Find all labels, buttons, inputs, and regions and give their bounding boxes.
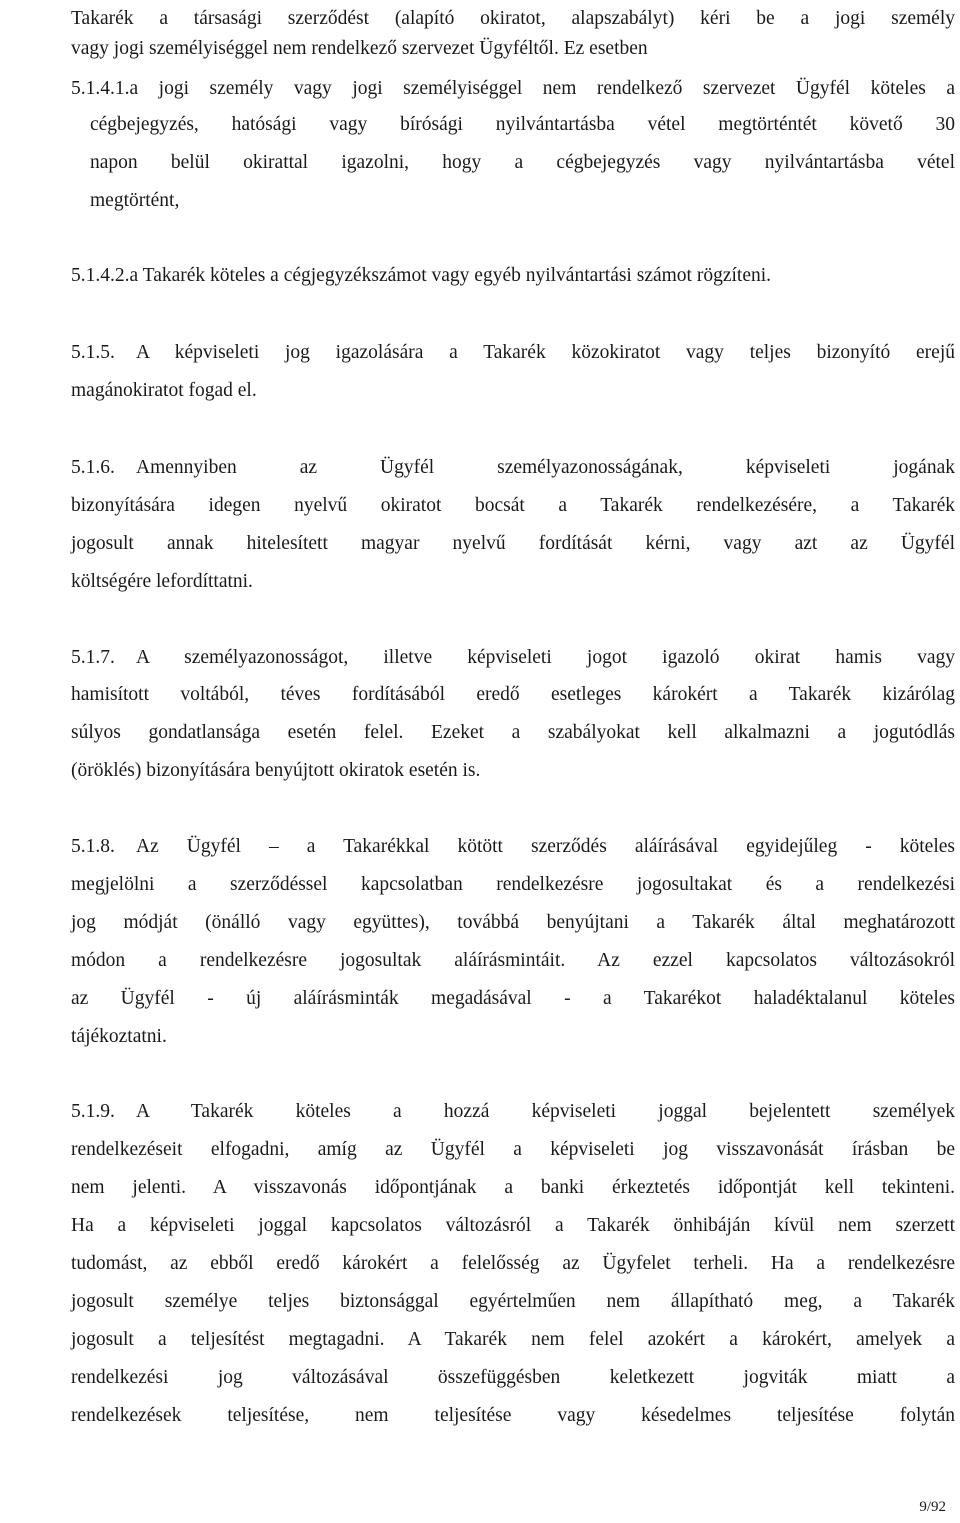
section-5-1-9-line-6: jogosult személye teljes biztonsággal egyértelműen nem állapítható meg, a Takarék bbox=[71, 1291, 955, 1312]
section-5-1-6-line-4: költségére lefordíttatni. bbox=[71, 571, 253, 592]
section-5-1-4-2-line-1: 5.1.4.2.a Takarék köteles a cégjegyzékszámot vagy egyéb nyilvántartási számot rögzíteni. bbox=[71, 265, 772, 286]
section-5-1-4-1-line-4: megtörtént, bbox=[90, 190, 180, 211]
section-5-1-8-number: 5.1.8. bbox=[71, 836, 115, 857]
section-5-1-9-line-3: nem jelenti. A visszavonás időpontjának a banki érkeztetés időpontját kell tekinteni. bbox=[71, 1177, 955, 1198]
section-5-1-9-line-9: rendelkezések teljesítése, nem teljesítése vagy késedelmes teljesítése folytán bbox=[71, 1405, 955, 1426]
section-5-1-7-line-2: hamisított voltából, téves fordításából eredő esetleges károkért a Takarék kizárólag bbox=[71, 684, 955, 705]
section-5-1-8-line-2: megjelölni a szerződéssel kapcsolatban rendelkezésre jogosultakat és a rendelkezési bbox=[71, 874, 955, 895]
intro-line-2: vagy jogi személyiséggel nem rendelkező szervezet Ügyféltől. Ez esetben bbox=[71, 38, 648, 59]
section-5-1-6-line-3: jogosult annak hitelesített magyar nyelvű fordítását kérni, vagy azt az Ügyfél bbox=[71, 533, 955, 554]
section-5-1-9-line-1: A Takarék köteles a hozzá képviseleti joggal bejelentett személyek bbox=[136, 1101, 955, 1122]
section-5-1-8-line-1: Az Ügyfél – a Takarékkal kötött szerződés aláírásával egyidejűleg - köteles bbox=[136, 836, 955, 857]
section-5-1-5-line-1: A képviseleti jog igazolására a Takarék közokiratot vagy teljes bizonyító erejű bbox=[136, 342, 955, 363]
section-5-1-8-line-6: tájékoztatni. bbox=[71, 1026, 167, 1047]
section-5-1-7-line-1: A személyazonosságot, illetve képviseleti jogot igazoló okirat hamis vagy bbox=[136, 647, 955, 668]
section-5-1-8-line-3: jog módját (önálló vagy együttes), továbbá benyújtani a Takarék által meghatározott bbox=[71, 912, 955, 933]
section-5-1-9-line-4: Ha a képviseleti joggal kapcsolatos változásról a Takarék önhibáján kívül nem szerzett bbox=[71, 1215, 955, 1236]
section-5-1-7-line-3: súlyos gondatlansága esetén felel. Ezeket a szabályokat kell alkalmazni a jogutódlás bbox=[71, 722, 955, 743]
section-5-1-4-1-line-1: 5.1.4.1.a jogi személy vagy jogi személyiséggel nem rendelkező szervezet Ügyfél köteles a bbox=[71, 78, 955, 99]
section-5-1-5-number: 5.1.5. bbox=[71, 342, 115, 363]
section-5-1-9-line-8: rendelkezési jog változásával összefüggésben keletkezett jogviták miatt a bbox=[71, 1367, 955, 1388]
section-5-1-5-line-2: magánokiratot fogad el. bbox=[71, 380, 257, 401]
intro-line-1: Takarék a társasági szerződést (alapító okiratot, alapszabályt) kéri be a jogi személy bbox=[71, 8, 955, 29]
section-5-1-7-line-4: (öröklés) bizonyítására benyújtott okiratok esetén is. bbox=[71, 760, 481, 781]
section-5-1-9-line-5: tudomást, az ebből eredő károkért a felelősség az Ügyfelet terheli. Ha a rendelkezésre bbox=[71, 1253, 955, 1274]
section-5-1-4-1-line-3: napon belül okirattal igazolni, hogy a cégbejegyzés vagy nyilvántartásba vétel bbox=[90, 152, 955, 173]
section-5-1-9-line-7: jogosult a teljesítést megtagadni. A Takarék nem felel azokért a károkért, amelyek a bbox=[71, 1329, 955, 1350]
section-5-1-8-line-4: módon a rendelkezésre jogosultak aláírásmintáit. Az ezzel kapcsolatos változásokról bbox=[71, 950, 955, 971]
section-5-1-8-line-5: az Ügyfél - új aláírásminták megadásával - a Takarékot haladéktalanul köteles bbox=[71, 988, 955, 1009]
section-5-1-7-number: 5.1.7. bbox=[71, 647, 115, 668]
page-number: 9/92 bbox=[919, 1499, 946, 1515]
section-5-1-6-number: 5.1.6. bbox=[71, 457, 115, 478]
section-5-1-9-line-2: rendelkezéseit elfogadni, amíg az Ügyfél a képviseleti jog visszavonását írásban be bbox=[71, 1139, 955, 1160]
section-5-1-9-number: 5.1.9. bbox=[71, 1101, 115, 1122]
section-5-1-4-1-line-2: cégbejegyzés, hatósági vagy bírósági nyilvántartásba vétel megtörténtét követő 30 bbox=[90, 114, 955, 135]
section-5-1-6-line-1: Amennyiben az Ügyfél személyazonosságának, képviseleti jogának bbox=[136, 457, 955, 478]
section-5-1-6-line-2: bizonyítására idegen nyelvű okiratot bocsát a Takarék rendelkezésére, a Takarék bbox=[71, 495, 955, 516]
